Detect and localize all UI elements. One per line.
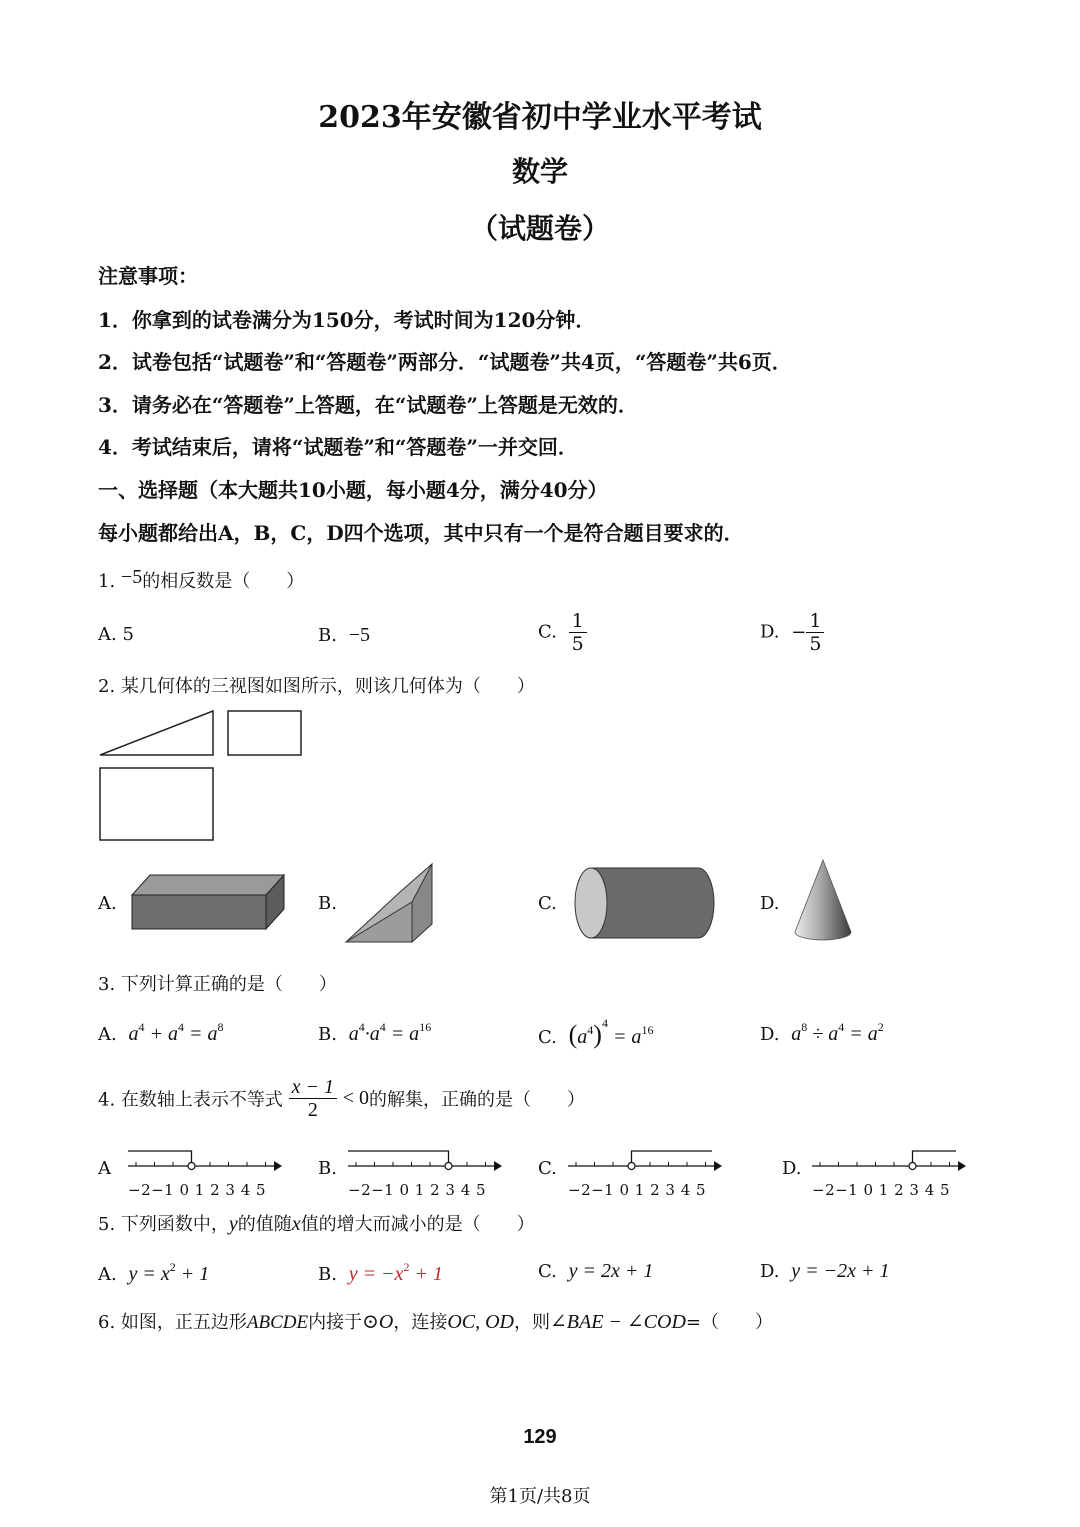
q4-option-c-label: C. bbox=[538, 1158, 557, 1179]
q1-c-numerator: 1 bbox=[569, 610, 587, 633]
top-view-rectangle bbox=[100, 768, 213, 840]
q1-d-numerator: 1 bbox=[806, 610, 824, 633]
q5-y: y bbox=[228, 1213, 238, 1235]
cylinder-solid bbox=[574, 866, 716, 940]
note-item-1: 1．你拿到的试卷满分为150分，考试时间为120分钟． bbox=[98, 308, 596, 332]
subject-title: 数学 bbox=[511, 155, 568, 188]
open-point bbox=[445, 1163, 452, 1170]
q6-pre: 6. 如图，正五边形 bbox=[98, 1312, 247, 1333]
open-point bbox=[188, 1163, 195, 1170]
side-view-rectangle bbox=[228, 711, 301, 755]
q3-option-b-label: B. bbox=[318, 1024, 337, 1045]
q5-option-c bbox=[538, 1260, 653, 1283]
q5-option-b: B. $y = -x^2 + 1$ bbox=[318, 1260, 443, 1285]
number-line-d-ticks: −2−1 0 1 2 3 4 5 bbox=[812, 1181, 951, 1199]
q3-option-a-label: A. bbox=[98, 1024, 117, 1045]
q1-option-d bbox=[760, 610, 824, 655]
cuboid-solid bbox=[130, 873, 290, 933]
note-item-3: 3．请务必在“答题卷”上答题，在“试题卷”上答题是无效的． bbox=[98, 393, 638, 417]
q1-number: 1. bbox=[98, 571, 116, 592]
number-line-a-ticks: −2−1 0 1 2 3 4 5 bbox=[128, 1181, 267, 1199]
section-heading: 一、选择题（本大题共10小题，每小题4分，满分40分） bbox=[98, 478, 608, 502]
paper-type: （试题卷） bbox=[469, 212, 610, 245]
q1-option-a: A. 5 bbox=[98, 624, 134, 645]
q1-d-denominator: 5 bbox=[809, 633, 822, 655]
notes-heading: 注意事项： bbox=[98, 264, 198, 288]
q1-option-d-fraction bbox=[806, 610, 824, 655]
q4-denominator: 2 bbox=[307, 1099, 318, 1121]
solution-bracket bbox=[128, 1151, 192, 1162]
q1-option-d-label: D. bbox=[760, 621, 780, 643]
q1-expr: −5 bbox=[120, 566, 143, 588]
q1-option-c-fraction bbox=[569, 610, 587, 655]
q6-expr: ∠BAE − ∠COD bbox=[550, 1311, 686, 1333]
q6-post: =（ ） bbox=[685, 1312, 773, 1333]
q4-pre: 4. 在数轴上表示不等式 bbox=[98, 1089, 283, 1111]
open-point bbox=[909, 1163, 916, 1170]
q6-segments: OC, OD bbox=[447, 1311, 514, 1333]
q4-option-b-label: B. bbox=[318, 1158, 337, 1179]
q4-option-d-label: D. bbox=[782, 1158, 802, 1179]
q6-mid2: ，连接 bbox=[393, 1312, 448, 1333]
axis-arrow bbox=[494, 1161, 502, 1171]
q4-option-a-label: A bbox=[98, 1158, 111, 1179]
q1-d-sign: − bbox=[791, 621, 807, 643]
question-5 bbox=[98, 1210, 535, 1236]
q3-option-a: A. $a^4 + a^4 = a^8$ bbox=[98, 1020, 224, 1045]
q5-option-b-label: B. bbox=[318, 1264, 337, 1285]
q4-post: 的解集，正确的是（ ） bbox=[369, 1089, 586, 1111]
page-info: 第1页/共8页 bbox=[489, 1486, 591, 1507]
q3-option-b: B. $a^4\cdot a^4 = a^{16}$ bbox=[318, 1020, 432, 1045]
number-line-b-ticks: −2−1 0 1 2 3 4 5 bbox=[348, 1181, 487, 1199]
q5-option-a: A. $y = x^2 + 1$ bbox=[98, 1260, 210, 1285]
q5-option-d-label: D. bbox=[760, 1261, 780, 1282]
q1-option-b-label: B. bbox=[318, 625, 337, 646]
cone-solid bbox=[793, 858, 855, 944]
solution-bracket bbox=[348, 1151, 449, 1162]
question-4 bbox=[98, 1076, 585, 1121]
section-instruction: 每小题都给出A，B，C，D四个选项，其中只有一个是符合题目要求的． bbox=[98, 521, 744, 545]
triangular-prism-solid bbox=[344, 862, 439, 944]
q3-option-d: D. $a^8 \div a^4 = a^2$ bbox=[760, 1020, 884, 1045]
question-2: 2. 某几何体的三视图如图所示，则该几何体为（ ） bbox=[98, 676, 535, 697]
q5-mid: 的值随 bbox=[237, 1214, 292, 1235]
page-number: 129 bbox=[523, 1426, 557, 1448]
q1-text: 的相反数是（ ） bbox=[142, 571, 305, 592]
q5-option-c-label: C. bbox=[538, 1261, 557, 1282]
solution-bracket bbox=[632, 1151, 713, 1162]
q1-option-c bbox=[538, 610, 587, 655]
front-view-triangle bbox=[100, 711, 213, 755]
solution-bracket bbox=[913, 1151, 957, 1162]
q5-option-d bbox=[760, 1260, 890, 1283]
q5-option-a-label: A. bbox=[98, 1264, 117, 1285]
open-point bbox=[628, 1163, 635, 1170]
q5-option-c-expr: y = 2x + 1 bbox=[568, 1260, 654, 1282]
exam-title: 2023年安徽省初中学业水平考试 bbox=[318, 100, 762, 135]
q2-option-a: A. bbox=[98, 893, 117, 914]
question-6 bbox=[98, 1308, 773, 1334]
q5-pre: 5. 下列函数中， bbox=[98, 1214, 229, 1235]
axis-arrow bbox=[958, 1161, 966, 1171]
q6-circle: ⊙O bbox=[362, 1311, 394, 1333]
question-3: 3. 下列计算正确的是（ ） bbox=[98, 974, 337, 995]
q2-option-d: D. bbox=[760, 893, 780, 914]
question-1 bbox=[98, 566, 304, 593]
q1-option-b bbox=[318, 624, 370, 647]
q6-mid: 内接于 bbox=[308, 1312, 363, 1333]
q1-c-denominator: 5 bbox=[571, 633, 584, 655]
q4-fraction bbox=[289, 1076, 337, 1121]
q5-post: 值的增大而减小的是（ ） bbox=[300, 1214, 535, 1235]
number-line-c-ticks: −2−1 0 1 2 3 4 5 bbox=[568, 1181, 707, 1199]
q4-relation: < 0 bbox=[342, 1087, 370, 1109]
q2-option-c: C. bbox=[538, 893, 557, 914]
q4-numerator: x − 1 bbox=[289, 1076, 337, 1099]
axis-arrow bbox=[274, 1161, 282, 1171]
q3-option-d-label: D. bbox=[760, 1024, 780, 1045]
q5-option-d-expr: y = −2x + 1 bbox=[791, 1260, 890, 1282]
q3-option-c-label: C. bbox=[538, 1027, 557, 1048]
note-item-2: 2．试卷包括“试题卷”和“答题卷”两部分．“试题卷”共4页，“答题卷”共6页． bbox=[98, 350, 792, 374]
note-item-4: 4．考试结束后，请将“试题卷”和“答题卷”一并交回． bbox=[98, 435, 578, 459]
q1-option-c-label: C. bbox=[538, 621, 557, 643]
q3-option-c: C. $(a^4)^4 = a^{16}$ bbox=[538, 1016, 654, 1049]
q1-option-b-value: −5 bbox=[348, 624, 370, 646]
q5-x: x bbox=[291, 1213, 301, 1235]
q6-pentagon: ABCDE bbox=[246, 1312, 309, 1333]
axis-arrow bbox=[714, 1161, 722, 1171]
q6-mid3: ，则 bbox=[514, 1312, 550, 1333]
q2-option-b: B. bbox=[318, 893, 337, 914]
